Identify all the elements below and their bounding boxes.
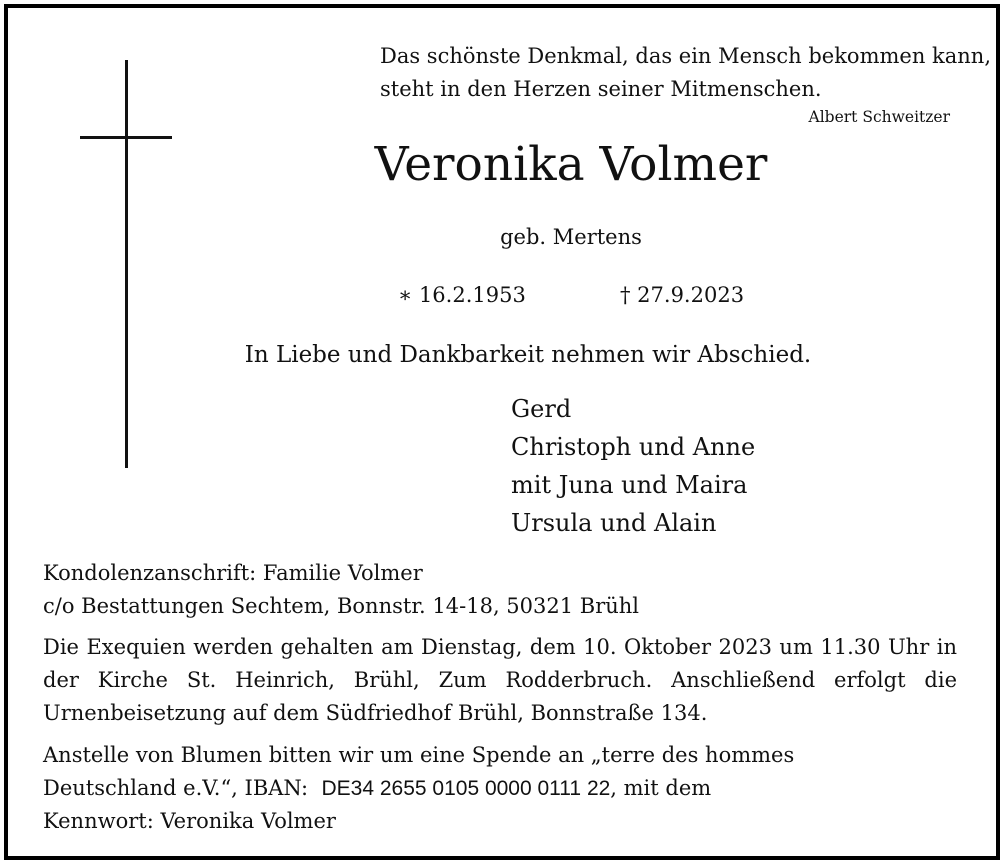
condolence-address [43,557,639,623]
address-line: Kondolenzanschrift: Familie Volmer [43,561,423,585]
mourner: Ursula und Alain [511,509,717,537]
death-date: † 27.9.2023 [620,283,745,307]
quote [380,40,991,106]
donation-paragraph [43,739,957,838]
exequien-line: der Kirche St. Heinrich, Brühl, Zum Rodderbruch. Anschließend erfolgt die [43,668,957,692]
birth-date: ∗ 16.2.1953 [398,283,526,307]
farewell-text: In Liebe und Dankbarkeit nehmen wir Abschied. [244,342,812,368]
quote-line: Das schönste Denkmal, das ein Mensch bekommen kann, [380,44,991,68]
exequien-paragraph [43,631,957,730]
deceased-name: Veronika Volmer [374,137,768,192]
mourner: Christoph und Anne [511,433,756,461]
address-line: c/o Bestattungen Sechtem, Bonnstr. 14-18, 50321 Brühl [43,594,640,618]
donation-line: Anstelle von Blumen bitten wir um eine Spende an „terre des hommes [43,743,795,767]
quote-author: Albert Schweitzer [808,108,950,126]
iban-number: DE34 2655 0105 0000 0111 22 [321,777,611,800]
donation-line-iban [43,772,957,805]
quote-line: steht in den Herzen seiner Mitmenschen. [380,77,822,101]
mourners-list [511,390,755,542]
donation-prefix: Deutschland e.V.“, IBAN: [43,776,309,800]
donation-line: Kennwort: Veronika Volmer [43,809,336,833]
mourner: mit Juna und Maira [511,471,748,499]
cross-vertical-bar [125,60,128,468]
donation-suffix: , mit dem [610,776,712,800]
mourner: Gerd [511,395,572,423]
maiden-name: geb. Mertens [500,225,642,249]
exequien-line: Urnenbeisetzung auf dem Südfriedhof Brühl, Bonnstraße 134. [43,701,708,725]
exequien-line: Die Exequien werden gehalten am Dienstag, dem 10. Oktober 2023 um 11.30 Uhr in [43,635,957,659]
obituary-frame [4,4,1000,860]
